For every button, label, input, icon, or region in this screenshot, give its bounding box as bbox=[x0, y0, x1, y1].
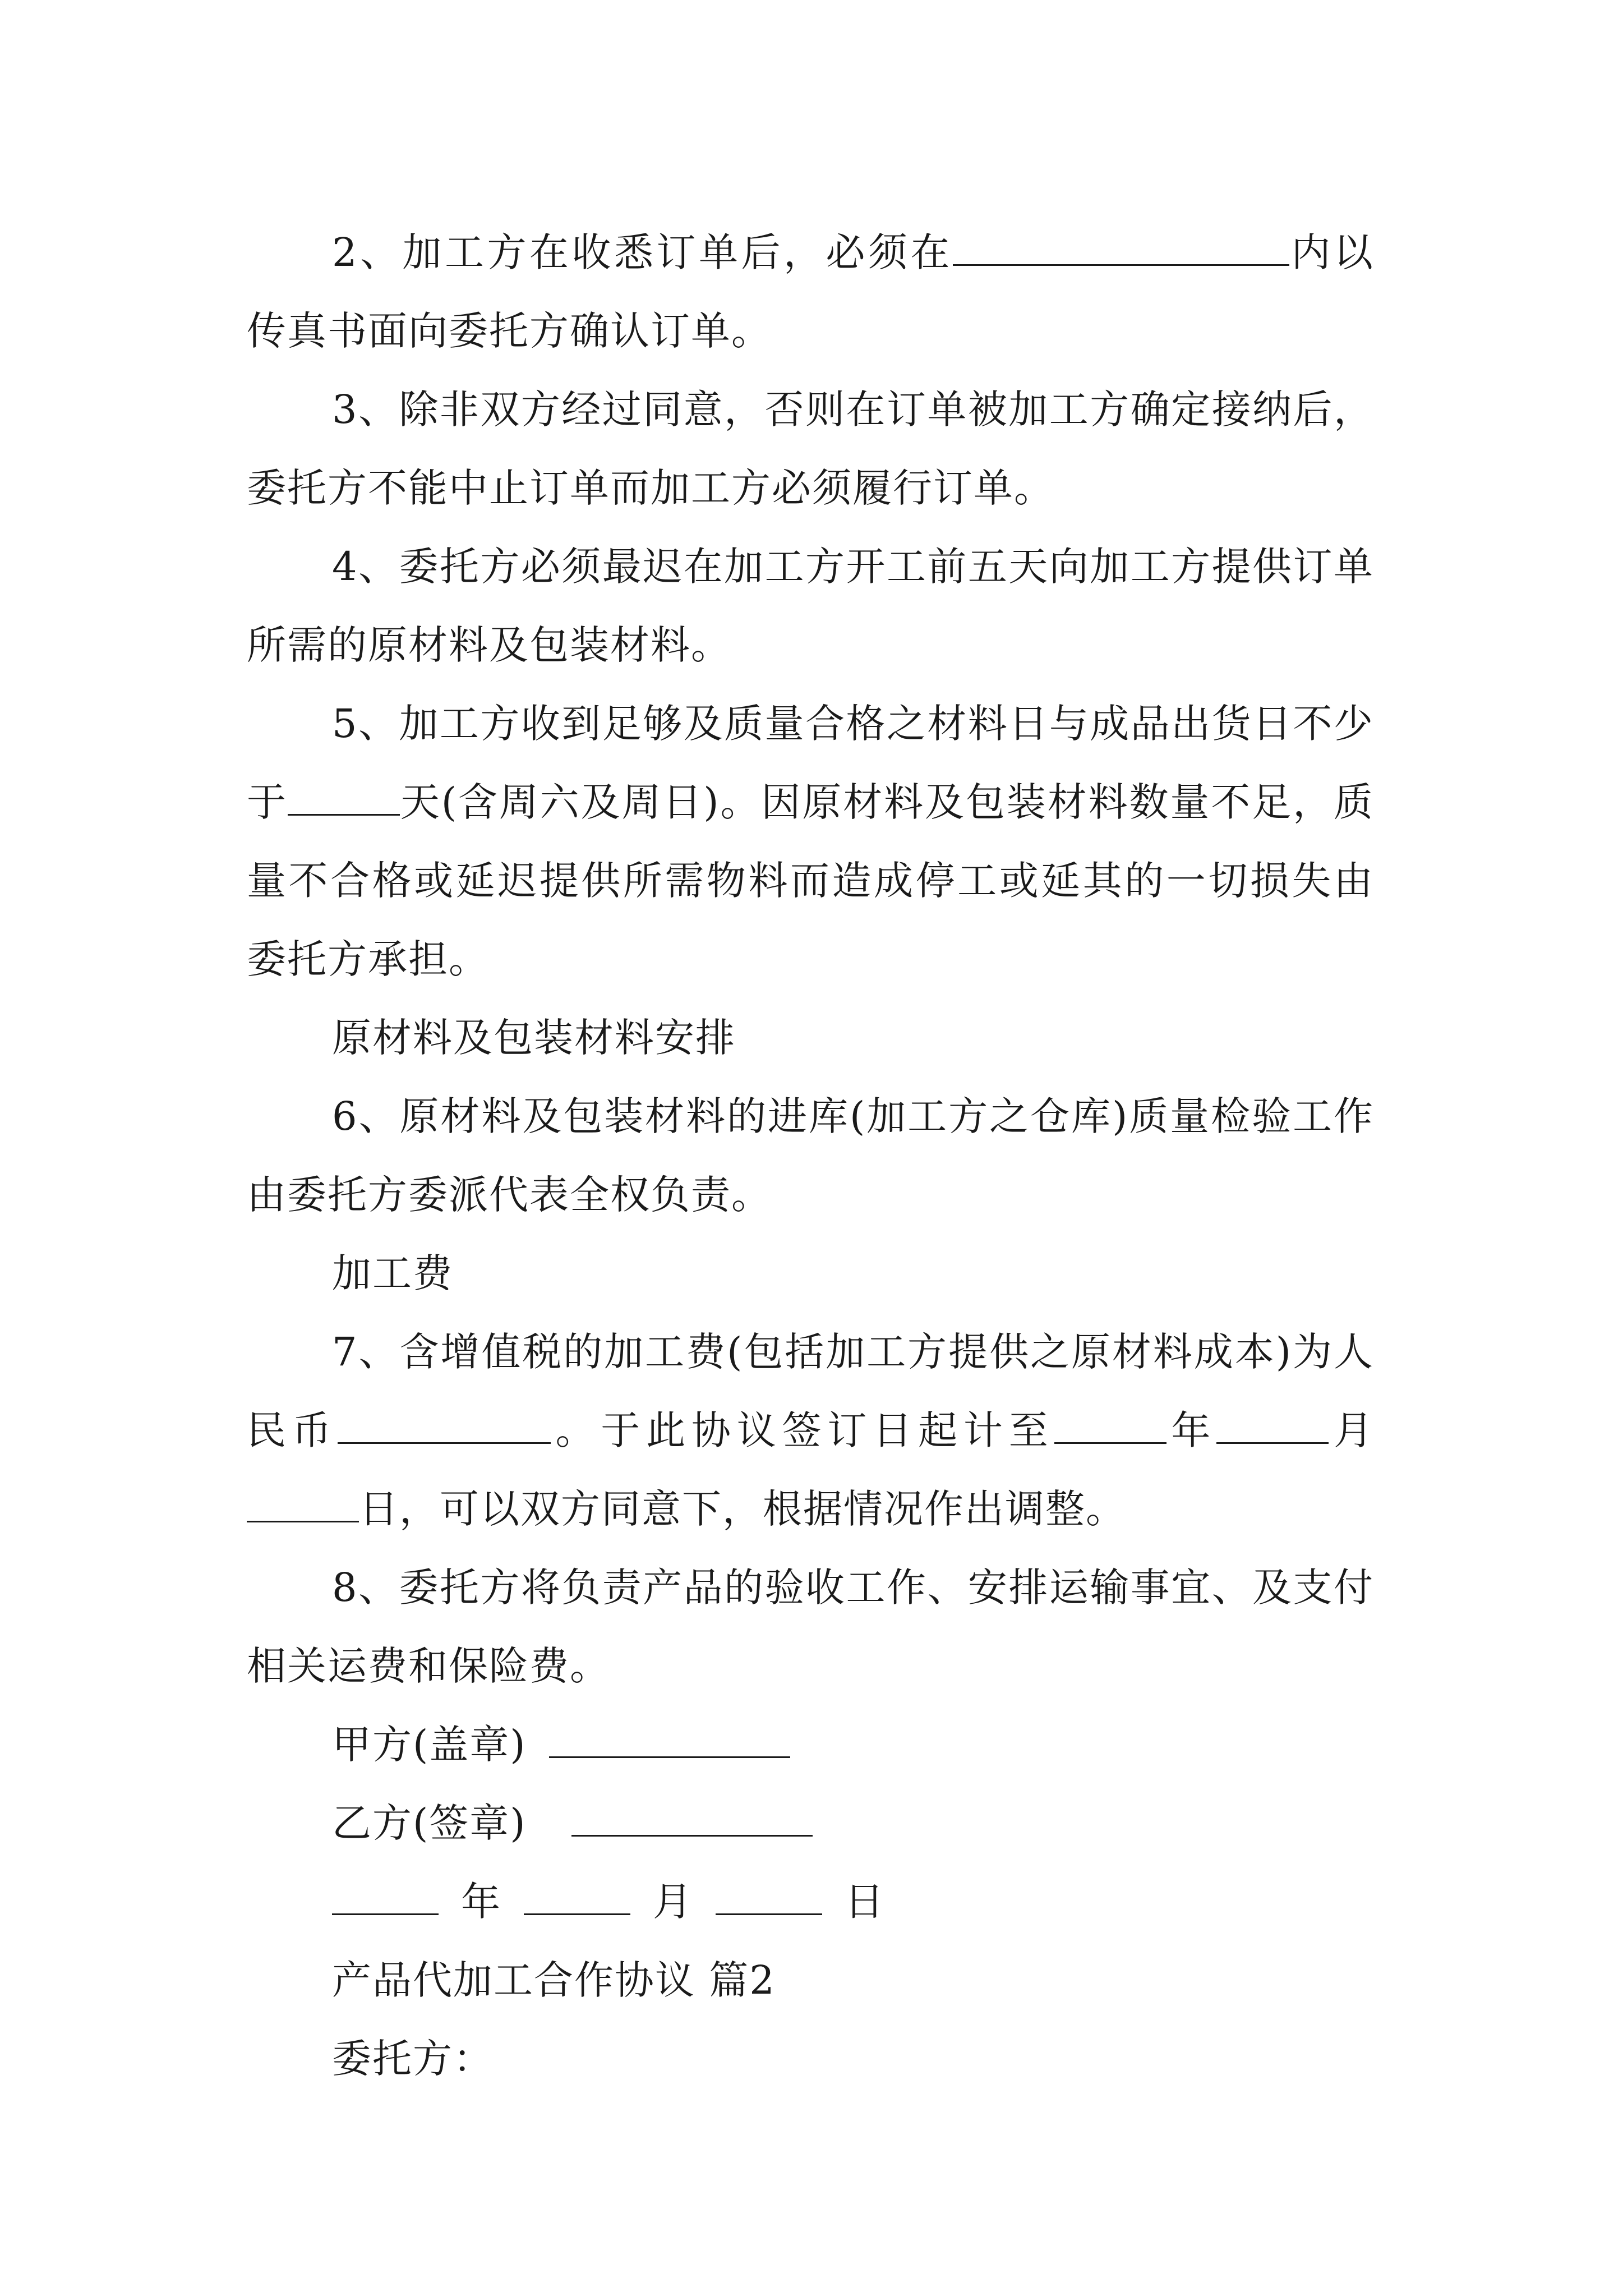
section-title: 产品代加工合作协议 篇2 bbox=[332, 1957, 776, 2003]
date-year-label: 年 bbox=[461, 1879, 501, 1925]
clause-7-year: 年 bbox=[1166, 1407, 1217, 1453]
signature-line-b bbox=[571, 1800, 813, 1837]
date-blank-year bbox=[332, 1878, 439, 1915]
clause-7-text-a: 7、含增值税的加工费(包括加工方提供之原材料成本)为人民币 bbox=[247, 1329, 1374, 1453]
signature-party-a bbox=[247, 1705, 1374, 1784]
signature-party-b bbox=[247, 1784, 1374, 1862]
clause-2-text-b: 内以传真书面向委托方确认订单。 bbox=[247, 229, 1374, 354]
document-body bbox=[247, 213, 1374, 2098]
clause-5-text-b: 天(含周六及周日)。因原材料及包装材料数量不足，质量不合格或延迟提供所需物料而造成停工或延其的一切损失由委托方承担。 bbox=[247, 779, 1374, 982]
blank-line bbox=[953, 229, 1289, 266]
clause-7 bbox=[247, 1313, 1374, 1548]
blank-line bbox=[1054, 1407, 1166, 1444]
clause-4: 4、委托方必须最迟在加工方开工前五天向加工方提供订单所需的原材料及包装材料。 bbox=[247, 544, 1374, 668]
date-day-label: 日 bbox=[845, 1879, 885, 1925]
clause-7-text-b: 。于此协议签订日起计至 bbox=[550, 1407, 1054, 1453]
clause-5 bbox=[247, 684, 1374, 999]
party-b-label: 乙方(签章) bbox=[332, 1800, 527, 1846]
clause-6: 6、原材料及包装材料的进库(加工方之仓库)质量检验工作由委托方委派代表全权负责。 bbox=[247, 1093, 1374, 1218]
clause-7-text-c: 日，可以双方同意下，根据情况作出调整。 bbox=[359, 1486, 1126, 1532]
blank-line bbox=[338, 1407, 551, 1444]
signature-date bbox=[247, 1862, 1374, 1941]
clause-7-month: 月 bbox=[1329, 1407, 1375, 1453]
clause-2 bbox=[247, 213, 1374, 370]
clause-3: 3、除非双方经过同意，否则在订单被加工方确定接纳后，委托方不能中止订单而加工方必须履行订单。 bbox=[247, 386, 1374, 511]
clause-8: 8、委托方将负责产品的验收工作、安排运输事宜、及支付相关运费和保险费。 bbox=[247, 1565, 1374, 1689]
date-blank-month bbox=[524, 1878, 630, 1915]
heading-fee: 加工费 bbox=[332, 1250, 453, 1296]
client-label: 委托方： bbox=[332, 2036, 494, 2082]
heading-materials: 原材料及包装材料安排 bbox=[332, 1015, 736, 1061]
clause-5-text-a: 5、加工方收到足够及质量合格之材料日与成品出货日不少于 bbox=[247, 701, 1374, 825]
party-a-label: 甲方(盖章) bbox=[332, 1722, 527, 1768]
signature-line-a bbox=[549, 1721, 790, 1758]
blank-line bbox=[288, 779, 400, 816]
blank-line bbox=[1216, 1407, 1329, 1444]
clause-2-text-a: 2、加工方在收悉订单后，必须在 bbox=[332, 229, 953, 275]
blank-line bbox=[247, 1485, 359, 1522]
date-blank-day bbox=[716, 1878, 822, 1915]
date-month-label: 月 bbox=[653, 1879, 693, 1925]
